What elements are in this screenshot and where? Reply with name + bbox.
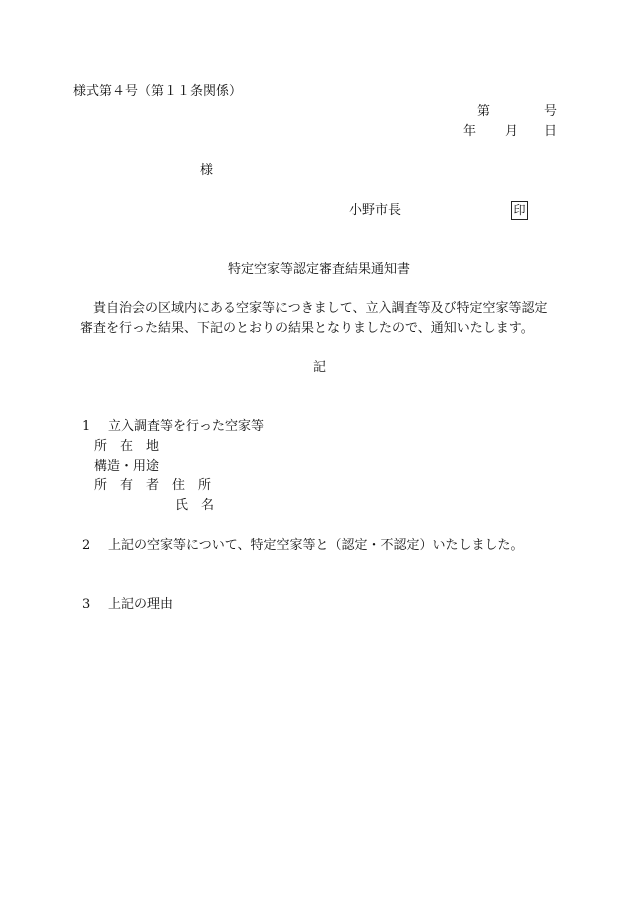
issuer-name: 小野市長	[349, 203, 402, 218]
item-1-structure: 構造・用途	[94, 459, 160, 474]
date-year: 年	[463, 124, 477, 139]
number-dai: 第	[477, 104, 491, 119]
item-1-number: 1	[82, 419, 91, 434]
date-day: 日	[544, 124, 558, 139]
item-3-text: 上記の理由	[108, 597, 174, 612]
item-3-number: 3	[82, 597, 91, 612]
seal-mark: 印	[511, 201, 528, 220]
date-month: 月	[505, 124, 519, 139]
item-1-owner-address: 所 有 者 住 所	[94, 478, 212, 493]
recipient-suffix: 様	[200, 163, 214, 178]
item-1-location: 所 在 地	[94, 439, 160, 454]
item-1-label: 立入調査等を行った空家等	[108, 419, 265, 434]
ki-heading: 記	[313, 360, 327, 375]
body-line-1: 貴自治会の区域内にある空家等につきまして、立入調査等及び特定空家等認定	[93, 301, 548, 316]
item-2-number: 2	[82, 538, 91, 553]
item-2-text: 上記の空家等について、特定空家等と（認定・不認定）いたしました。	[108, 538, 524, 553]
number-go: 号	[544, 104, 558, 119]
item-1-owner-name: 氏 名	[175, 498, 215, 513]
form-label: 様式第４号（第１１条関係）	[73, 84, 243, 99]
body-line-2: 審査を行った結果、下記のとおりの結果となりましたので、通知いたします。	[80, 321, 534, 336]
document-title: 特定空家等認定審査結果通知書	[228, 262, 411, 277]
